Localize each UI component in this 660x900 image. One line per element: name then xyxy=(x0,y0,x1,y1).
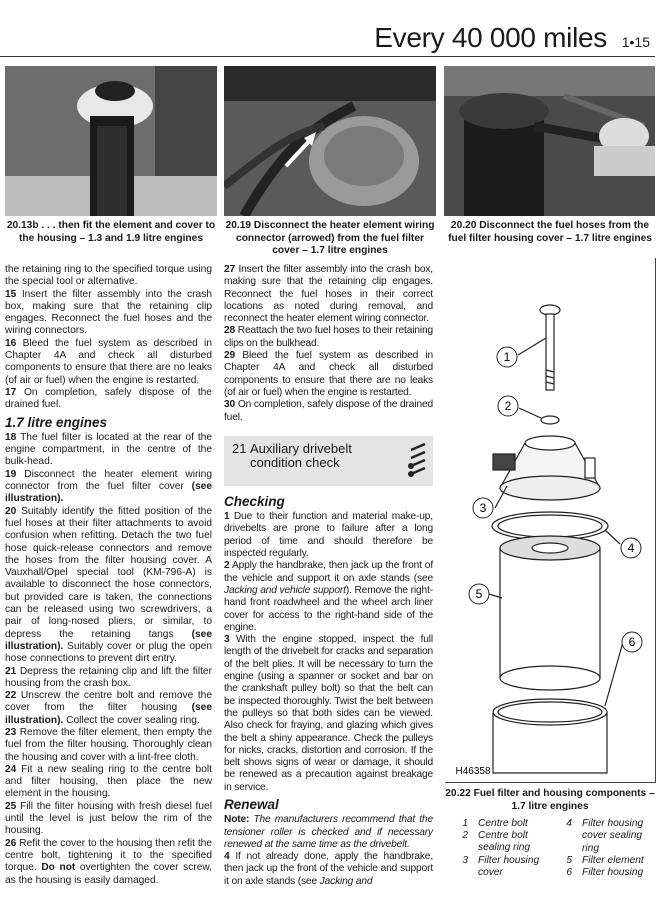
legend-item: 2 Centre bolt sealing ring xyxy=(462,830,531,854)
callout-5: 5 xyxy=(475,587,483,601)
text-column-1 xyxy=(5,264,212,887)
paragraph: 18 The fuel filter is located at the rear of the engine compartment, in the centre of the bulk-head. xyxy=(5,431,212,468)
paragraph: 21 Depress the retaining clip and lift the filter housing from the crash box. xyxy=(5,665,212,689)
paragraph: 24 Fit a new sealing ring to the centre bolt and filter housing, then place the new element in the housing. xyxy=(5,763,212,800)
paragraph: 30 On completion, safely dispose of the drained fuel. xyxy=(224,399,433,423)
callout-3: 3 xyxy=(479,501,487,515)
photo-caption: 20.13b . . . then fit the element and cover to the housing – 1.3 and 1.9 litre engines xyxy=(6,220,216,244)
paragraph: 4 If not already done, apply the handbrake, then jack up the front of the vehicle and support it on axle stands (see Jacking and xyxy=(224,851,434,887)
filter-element xyxy=(500,548,600,678)
legend-item: 4 Filter housing cover sealing ring xyxy=(566,818,644,854)
callout-1: 1 xyxy=(503,350,511,364)
paragraph: 17 On completion, safely dispose of the drained fuel. xyxy=(5,386,212,411)
page-header xyxy=(0,0,655,57)
subheading-checking: Checking xyxy=(224,493,285,509)
paragraph: 16 Bleed the fuel system as described in Chapter 4A and check all disturbed components to ensure that there are no leaks (of air or fuel) when the engine is restarted. xyxy=(5,337,212,386)
centre-bolt-shank xyxy=(546,314,554,390)
photo-20-20 xyxy=(444,66,655,216)
diagram-ref: H46358 xyxy=(455,766,491,777)
paragraph: 26 Refit the cover to the housing then refit the centre bolt, tightening it to the specified torque. Do not overtighten the cover screw, as the housing is easily damaged. xyxy=(5,837,212,886)
paragraph: 29 Bleed the fuel system as described in Chapter 4A and check all disturbed components to ensure that there are no leaks (of air or fuel) when the engine is restarted. xyxy=(224,350,433,398)
photo-caption: 20.20 Disconnect the fuel hoses from the fuel filter housing cover – 1.7 litre engines xyxy=(448,220,652,244)
text-column-2 xyxy=(224,264,433,888)
callout-4: 4 xyxy=(627,541,635,555)
paragraph: the retaining ring to the specified torque using the special tool or alternative. xyxy=(5,264,212,288)
subheading-renewal: Renewal xyxy=(224,796,279,812)
callout-6: 6 xyxy=(628,635,636,649)
photo-caption: 20.19 Disconnect the heater element wiring connector (arrowed) from the fuel filter cover – 1.7 litre engines xyxy=(225,220,435,256)
legend-item: 1 Centre bolt xyxy=(462,818,528,829)
paragraph: 19 Disconnect the heater element wiring connector from the fuel filter cover (see illustration). xyxy=(5,468,212,505)
paragraph: 1 Due to their function and material make-up, drivebelts are prone to failure after a long period of time and should therefore be inspected regularly. xyxy=(224,511,433,560)
centre-bolt-sealing-ring xyxy=(541,416,559,424)
photo-20-13b xyxy=(5,66,217,216)
paragraph: 23 Remove the filter element, then empty the fuel from the filter housing. Thoroughly clean the housing and cover with a lint-free cloth. xyxy=(5,726,212,763)
photo-20-19 xyxy=(224,66,436,216)
exploded-diagram xyxy=(445,258,656,783)
section-heading-box xyxy=(224,436,433,486)
paragraph: 22 Unscrew the centre bolt and remove the cover from the filter housing (see illustration). Collect the cover sealing ring. xyxy=(5,690,212,726)
legend-item: 6 Filter housing xyxy=(566,867,644,878)
paragraph: 3 With the engine stopped, inspect the full length of the drivebelt for cracks and separation of the belt plies. It will be necessary to turn the engine (using a spanner or socket and bar on the crankshaft pulley bolt) so that the belt can be inspected thoroughly. Twist the belt between the pulleys so that both sides can be viewed. Also check for fraying, and glazing which gives the belt a shiny appearance. Check the pulleys for nicks, cracks, distortion and corrosion. If the belt shows signs of wear or damage, it should be renewed as a precaution against breakage in service. xyxy=(224,634,433,793)
legend-item: 3 Filter housing cover xyxy=(462,855,540,879)
page-number: 1•15 xyxy=(621,34,650,50)
section-number: 21 xyxy=(232,440,247,456)
legend-item: 5 Filter element xyxy=(566,855,644,866)
paragraph: 20 Suitably identify the fitted position of the fuel hoses at their filter attachments to avoid confusion when refitting. Detach the two fuel hose quick-release connectors and remove the hoses from the filter housing cover. A Vauxhall/Opel special tool (KM-796-A) is available to disconnect the hose connectors, but provided care is taken, the connections can be released using two screwdrivers, a pair of long-nosed pliers, or similar, to depress the retaining tangs (see illustration). Suitably cover or plug the open hose connections to prevent dirt entry. xyxy=(5,505,212,665)
heater-connector xyxy=(493,454,515,470)
spanner-difficulty-icon xyxy=(407,440,429,482)
paragraph: 15 Insert the filter assembly into the crash box, making sure that the retaining clip engages. Reconnect the fuel hoses and the wiring connectors. xyxy=(5,288,212,337)
running-title: Every 40 000 miles xyxy=(374,22,607,53)
callout-2: 2 xyxy=(504,399,512,413)
paragraph: 28 Reattach the two fuel hoses to their retaining clips on the bulkhead. xyxy=(224,325,433,349)
section-title: Auxiliary drivebelt condition check xyxy=(250,440,352,470)
paragraph: 27 Insert the filter assembly into the crash box, making sure that the retaining clip engages. Reconnect the fuel hoses in their correct locations as noted during removal, and reconnect the heater element wiring connector. xyxy=(224,264,433,325)
note: Note: The manufacturers recommend that the tensioner roller is checked and if necessary renewed at the same time as the drivebelt. xyxy=(224,814,433,850)
paragraph: 2 Apply the handbrake, then jack up the front of the vehicle and support it on axle stands (see Jacking and vehicle support). Remove the right-hand front roadwheel and the wheel arch liner cover for access to the right-hand side of the engine. xyxy=(224,560,434,633)
paragraph: 25 Fill the filter housing with fresh diesel fuel until the level is just below the rim of the housing. xyxy=(5,800,212,837)
subheading: 1.7 litre engines xyxy=(5,414,108,430)
diagram-caption: 20.22 Fuel filter and housing components – 1.7 litre engines xyxy=(445,788,655,812)
